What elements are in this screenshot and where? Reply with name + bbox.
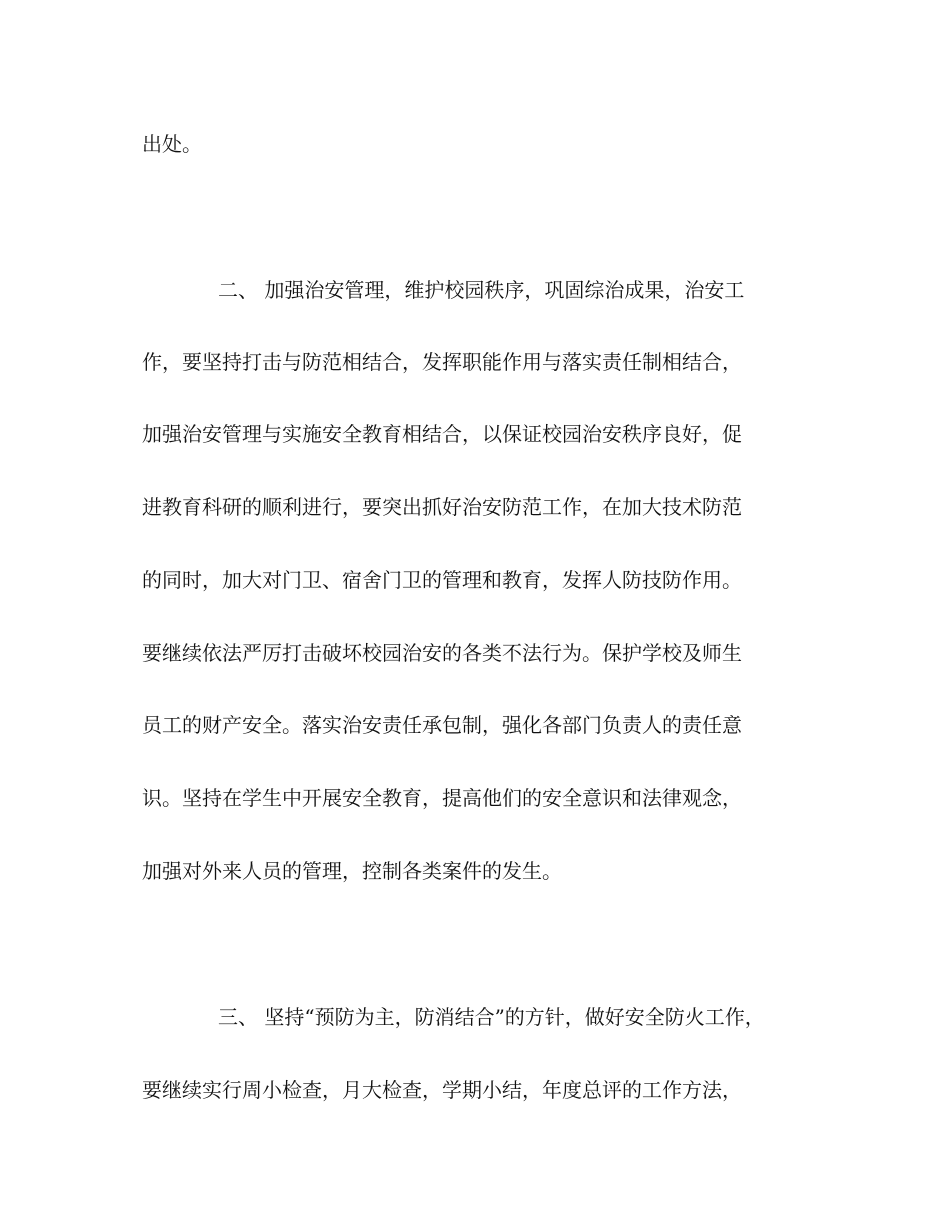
paragraph-line: 员工的财产安全。落实治安责任承包制，强化各部门负责人的责任意 [142,713,742,737]
paragraph-line: 进教育科研的顺利进行，要突出抓好治安防范工作，在加大技术防范 [142,495,742,519]
section-three-heading-line: 三、 坚持“预防为主，防消结合”的方针，做好安全防火工作， [218,1005,765,1029]
paragraph-line: 要继续实行周小检查，月大检查，学期小结，年度总评的工作方法， [142,1078,742,1102]
paragraph-line: 出处。 [142,132,202,156]
paragraph-line: 要继续依法严厉打击破坏校园治安的各类不法行为。保护学校及师生 [142,641,742,665]
section-two-heading-line: 二、 加强治安管理，维护校园秩序，巩固综治成果，治安工 [218,278,745,302]
paragraph-line: 的同时，加大对门卫、宿舍门卫的管理和教育，发挥人防技防作用。 [142,568,742,592]
paragraph-line: 加强对外来人员的管理，控制各类案件的发生。 [142,859,562,883]
paragraph-line: 识。坚持在学生中开展安全教育，提高他们的安全意识和法律观念， [142,786,742,810]
paragraph-line: 加强治安管理与实施安全教育相结合，以保证校园治安秩序良好，促 [142,422,742,446]
paragraph-line: 作，要坚持打击与防范相结合，发挥职能作用与落实责任制相结合， [142,350,742,374]
